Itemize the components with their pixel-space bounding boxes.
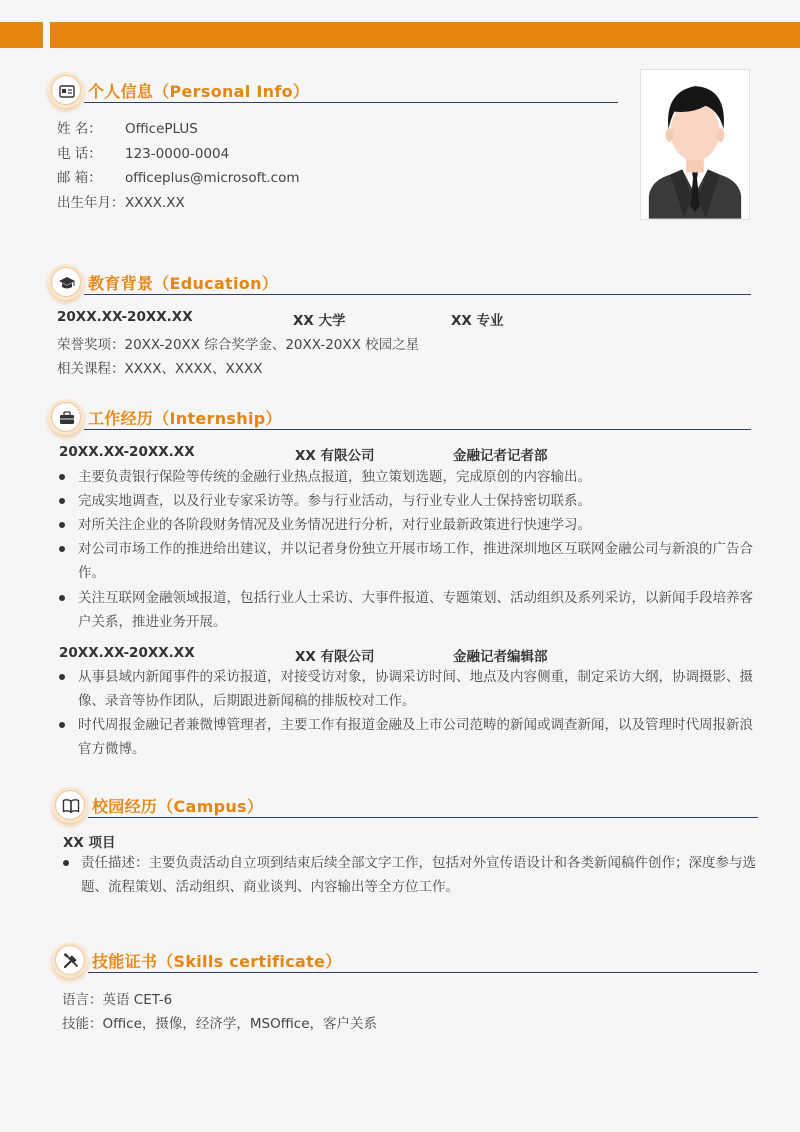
education-header	[48, 264, 753, 302]
job-1-bullet: 主要负责银行保险等传统的金融行业热点报道，独立策划选题，完成原创的内容输出。	[59, 465, 759, 489]
book-icon	[52, 787, 88, 823]
bullet-dot	[59, 498, 65, 504]
name-label: 姓 名：	[57, 121, 102, 137]
job-1-company: XX 有限公司	[295, 448, 375, 464]
education-rule	[84, 294, 751, 295]
bullet-dot	[63, 860, 69, 866]
campus-title: 校园经历（Campus）	[92, 797, 264, 816]
job-1-bullet: 对所关注企业的各阶段财务情况及业务情况进行分析，对行业最新政策进行快速学习。	[59, 513, 759, 537]
graduation-cap-icon	[48, 264, 84, 300]
birth-row	[57, 191, 185, 211]
phone-value: 123-0000-0004	[125, 146, 230, 162]
email-value: officeplus@microsoft.com	[125, 170, 300, 186]
education-honors: 荣誉奖项：20XX-20XX 综合奖学金、20XX-20XX 校园之星	[57, 337, 420, 353]
skills-abilities: 技能：Office，摄像，经济学，MSOffice，客户关系	[62, 1016, 378, 1032]
skills-title: 技能证书（Skills certificate）	[92, 952, 342, 971]
top-accent-bar-left	[0, 22, 43, 48]
bullet-dot	[59, 722, 65, 728]
tools-icon	[52, 942, 88, 978]
avatar-illustration	[641, 70, 749, 219]
campus-project: XX 项目	[63, 835, 116, 851]
bullet-dot	[59, 674, 65, 680]
work-rule	[84, 429, 751, 430]
education-courses: 相关课程：XXXX、XXXX、XXXX	[57, 361, 263, 377]
skills-header	[52, 942, 758, 980]
education-school: XX 大学	[293, 313, 346, 329]
education-major: XX 专业	[451, 313, 504, 329]
top-accent-bar-right	[50, 22, 800, 48]
job-1-row	[59, 444, 659, 462]
bullet-dot	[59, 474, 65, 480]
job-2-position: 金融记者编辑部	[453, 649, 548, 665]
birth-label: 出生年月：	[57, 195, 125, 211]
bullet-dot	[59, 522, 65, 528]
job-1-position: 金融记者记者部	[453, 448, 548, 464]
campus-bullet: 责任描述：主要负责活动自立项到结束后续全部文字工作，包括对外宣传语设计和各类新闻稿件创作；深度参与选题、流程策划、活动组织、商业谈判、内容输出等全方位工作。	[63, 851, 763, 899]
job-1-bullet: 对公司市场工作的推进给出建议，并以记者身份独立开展市场工作，推进深圳地区互联网金融公司与新浪的广告合作。	[59, 537, 759, 585]
personal-info-rule	[84, 102, 618, 103]
skills-language: 语言：英语 CET-6	[62, 992, 173, 1008]
phone-label: 电 话：	[57, 146, 102, 162]
bullet-dot	[59, 546, 65, 552]
education-row	[57, 309, 657, 327]
briefcase-icon	[48, 399, 84, 435]
name-value: OfficePLUS	[125, 121, 198, 137]
personal-info-header	[48, 72, 618, 110]
id-card-icon	[48, 72, 84, 108]
bullet-dot	[59, 595, 65, 601]
education-date: 20XX.XX-20XX.XX	[57, 309, 193, 325]
profile-photo	[640, 69, 750, 220]
campus-header	[52, 787, 758, 825]
job-1-date: 20XX.XX-20XX.XX	[59, 444, 195, 460]
phone-row	[57, 142, 229, 162]
job-2-company: XX 有限公司	[295, 649, 375, 665]
job-1-bullet: 完成实地调查，以及行业专家采访等。参与行业活动，与行业专业人士保持密切联系。	[59, 489, 759, 513]
skills-rule	[88, 972, 758, 973]
email-label: 邮 箱：	[57, 170, 102, 186]
work-title: 工作经历（Internship）	[88, 409, 282, 428]
education-title: 教育背景（Education）	[88, 274, 279, 293]
personal-info-title: 个人信息（Personal Info）	[88, 82, 310, 101]
job-1-bullet: 关注互联网金融领域报道，包括行业人士采访、大事件报道、专题策划、活动组织及系列采访，以新闻手段培养客户关系，推进业务开展。	[59, 586, 759, 634]
name-row	[57, 117, 198, 137]
job-2-date: 20XX.XX-20XX.XX	[59, 645, 195, 661]
birth-value: XXXX.XX	[125, 195, 185, 211]
work-header	[48, 399, 753, 437]
job-2-bullet: 时代周报金融记者兼微博管理者，主要工作有报道金融及上市公司范畴的新闻或调查新闻，以及管理时代周报新浪官方微博。	[59, 713, 759, 761]
job-2-bullet: 从事县域内新闻事件的采访报道，对接受访对象，协调采访时间、地点及内容侧重，制定采访大纲，协调摄影、摄像、录音等协作团队，后期跟进新闻稿的排版校对工作。	[59, 665, 759, 713]
campus-rule	[88, 817, 758, 818]
email-row	[57, 166, 300, 186]
job-2-row	[59, 645, 659, 663]
